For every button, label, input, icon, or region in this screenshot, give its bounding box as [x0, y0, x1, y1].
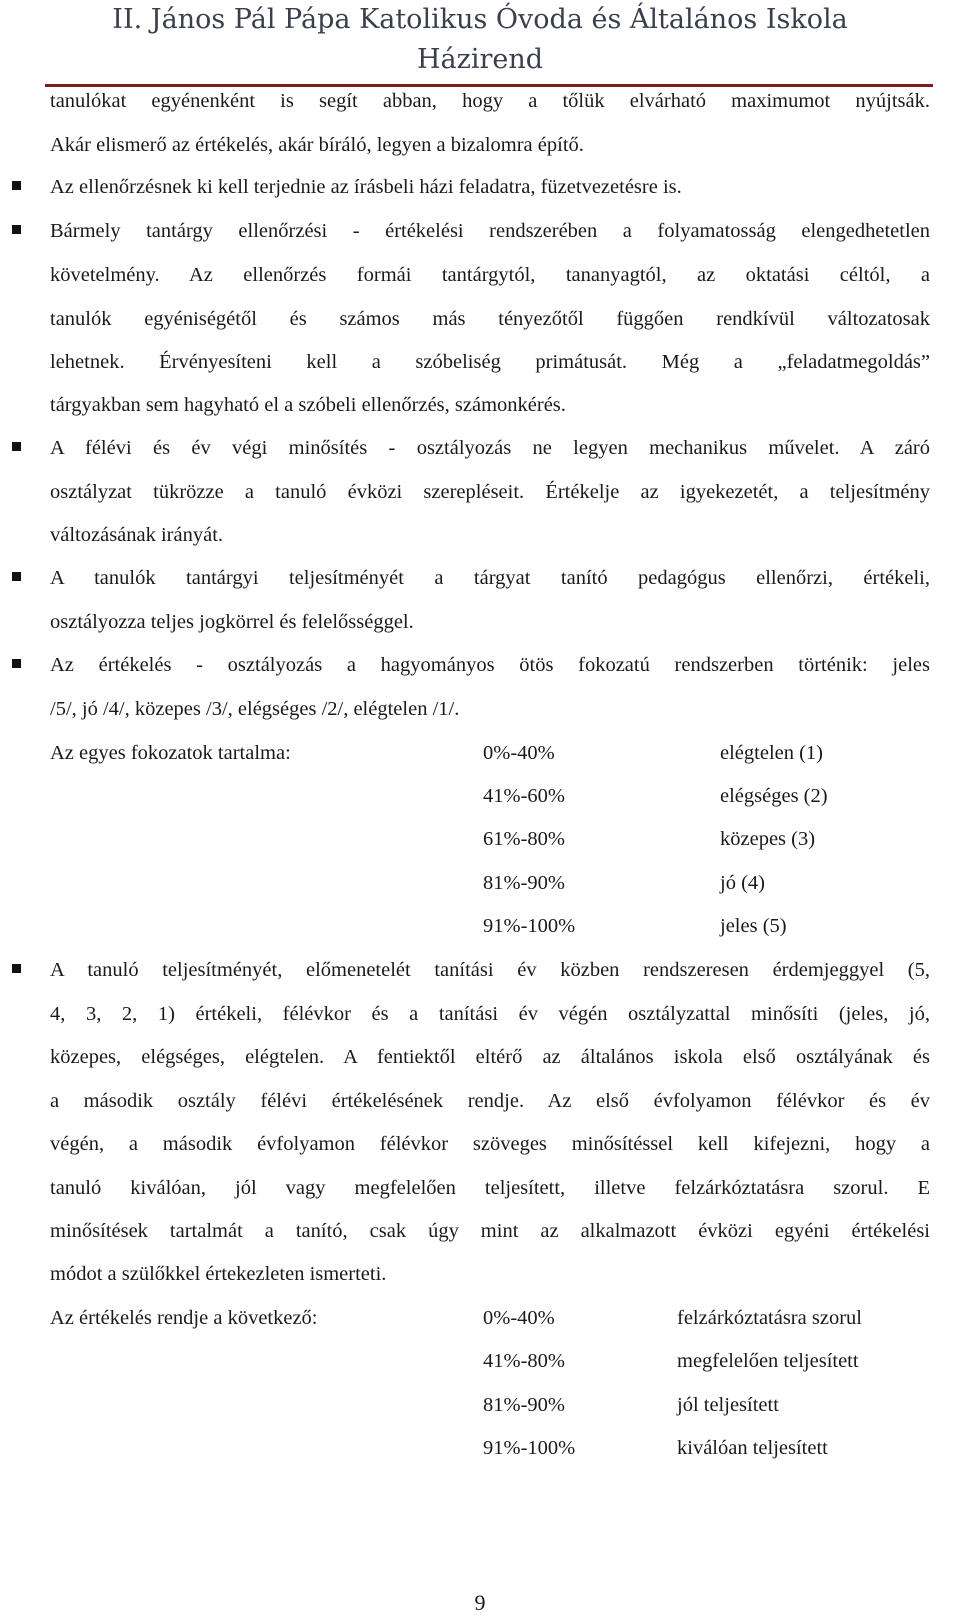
grade-value: közepes (3): [720, 828, 816, 850]
bullet-icon: [12, 964, 21, 973]
assessment-range: 81%-90%: [483, 1394, 565, 1416]
grade-range: 81%-90%: [483, 872, 565, 894]
text-line: A tanulók tantárgyi teljesítményét a tárgyat tanító pedagógus ellenőrzi, értékeli,: [50, 567, 930, 589]
text-line: Akár elismerő az értékelés, akár bíráló, legyen a bizalomra építő.: [50, 134, 584, 156]
text-line: A tanuló teljesítményét, előmenetelét tanítási év közben rendszeresen érdemjeggyel (5,: [50, 959, 930, 981]
assessment-table-label: Az értékelés rendje a következő:: [50, 1307, 318, 1329]
grade-value: jó (4): [720, 872, 765, 894]
text-line: Az értékelés - osztályozás a hagyományos ötös fokozatú rendszerben történik: jeles: [50, 654, 930, 676]
text-line: /5/, jó /4/, közepes /3/, elégséges /2/, elégtelen /1/.: [50, 698, 460, 720]
grade-range: 91%-100%: [483, 915, 576, 937]
document-title: Házirend: [416, 44, 544, 75]
text-line: minősítések tartalmát a tanító, csak úgy mint az alkalmazott évközi egyéni értékelési: [50, 1220, 930, 1242]
assessment-value: kiválóan teljesített: [677, 1437, 828, 1459]
assessment-value: jól teljesített: [677, 1394, 779, 1416]
text-line: osztályozza teljes jogkörrel és felelősséggel.: [50, 611, 414, 633]
text-line: Az ellenőrzésnek ki kell terjednie az írásbeli házi feladatra, füzetvezetésre is.: [50, 176, 682, 198]
grade-value: elégséges (2): [720, 785, 828, 807]
assessment-value: megfelelően teljesített: [677, 1350, 859, 1372]
text-line: 4, 3, 2, 1) értékeli, félévkor és a tanítási év végén osztályzattal minősíti (jeles, jó,: [50, 1003, 930, 1025]
text-line: A félévi és év végi minősítés - osztályozás ne legyen mechanikus művelet. A záró: [50, 437, 930, 459]
assessment-range: 0%-40%: [483, 1307, 555, 1329]
bullet-icon: [12, 225, 21, 234]
text-line: a második osztály félévi értékelésének rendje. Az első évfolyamon félévkor és év: [50, 1090, 930, 1112]
school-name: II. János Pál Pápa Katolikus Óvoda és Általános Iskola: [112, 4, 848, 35]
bullet-icon: [12, 442, 21, 451]
bullet-icon: [12, 659, 21, 668]
grade-range: 41%-60%: [483, 785, 565, 807]
text-line: követelmény. Az ellenőrzés formái tantárgytól, tananyagtól, az oktatási céltól, a: [50, 264, 930, 286]
grade-range: 61%-80%: [483, 828, 565, 850]
text-line: lehetnek. Érvényesíteni kell a szóbeliség primátusát. Még a „feladatmegoldás”: [50, 351, 930, 373]
grade-table-label: Az egyes fokozatok tartalma:: [50, 742, 291, 764]
assessment-range: 41%-80%: [483, 1350, 565, 1372]
assessment-value: felzárkóztatásra szorul: [677, 1307, 862, 1329]
text-line: tanulók egyéniségétől és számos más tényezőtől függően rendkívül változatosak: [50, 308, 930, 330]
bullet-icon: [12, 181, 21, 190]
text-line: tárgyakban sem hagyható el a szóbeli ellenőrzés, számonkérés.: [50, 394, 566, 416]
text-line: Bármely tantárgy ellenőrzési - értékelési rendszerében a folyamatosság elengedhetetlen: [50, 220, 930, 242]
text-line: módot a szülőkkel értekezleten ismerteti.: [50, 1263, 387, 1285]
assessment-range: 91%-100%: [483, 1437, 576, 1459]
page-number: 9: [474, 1590, 486, 1615]
grade-value: elégtelen (1): [720, 742, 824, 764]
text-line: közepes, elégséges, elégtelen. A fentiektől eltérő az általános iskola első osztályának és: [50, 1046, 930, 1068]
grade-range: 0%-40%: [483, 742, 555, 764]
text-line: változásának irányát.: [50, 524, 224, 546]
text-line: tanulókat egyénenként is segít abban, hogy a tőlük elvárható maximumot nyújtsák.: [50, 90, 930, 112]
text-line: végén, a második évfolyamon félévkor szöveges minősítéssel kell kifejezni, hogy a: [50, 1133, 930, 1155]
grade-value: jeles (5): [720, 915, 787, 937]
text-line: tanuló kiválóan, jól vagy megfelelően teljesített, illetve felzárkóztatásra szorul. E: [50, 1177, 930, 1199]
bullet-icon: [12, 572, 21, 581]
text-line: osztályzat tükrözze a tanuló évközi szerepléseit. Értékelje az igyekezetét, a teljesítmény: [50, 481, 930, 503]
